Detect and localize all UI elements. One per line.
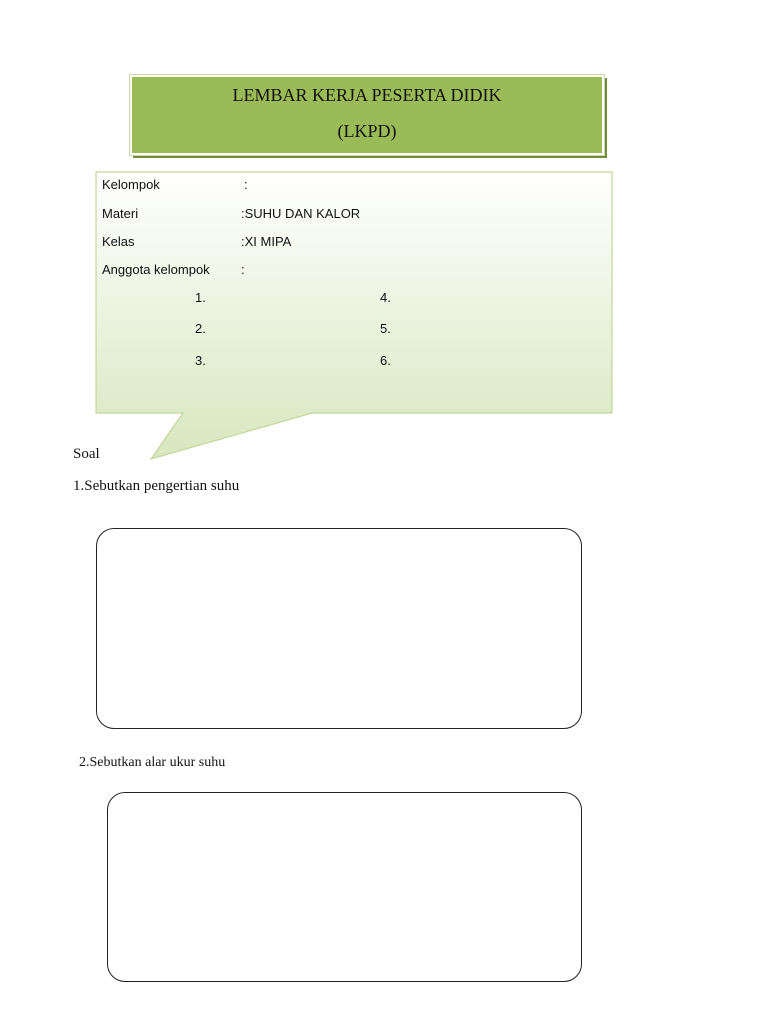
soal-heading: Soal: [73, 446, 100, 462]
member-2: 2.: [195, 321, 206, 336]
kelompok-value: :: [244, 177, 248, 192]
title-line-2: (LKPD): [337, 121, 397, 141]
answer-box-1[interactable]: [96, 528, 582, 729]
member-6: 6.: [380, 353, 391, 368]
member-1: 1.: [195, 290, 206, 305]
anggota-label: Anggota kelompok: [102, 262, 210, 277]
question-2: 2.Sebutkan alar ukur suhu: [79, 755, 226, 770]
anggota-value: :: [241, 262, 245, 277]
answer-box-2[interactable]: [107, 792, 582, 982]
materi-label: Materi: [102, 206, 139, 221]
question-1: 1.Sebutkan pengertian suhu: [73, 478, 240, 494]
member-4: 4.: [380, 290, 391, 305]
member-5: 5.: [380, 321, 391, 336]
member-3: 3.: [195, 353, 206, 368]
kelas-label: Kelas: [102, 234, 135, 249]
kelas-value: :XI MIPA: [241, 234, 292, 249]
title-line-1: LEMBAR KERJA PESERTA DIDIK: [232, 85, 502, 105]
materi-value: :SUHU DAN KALOR: [241, 206, 361, 221]
kelompok-label: Kelompok: [102, 177, 160, 192]
